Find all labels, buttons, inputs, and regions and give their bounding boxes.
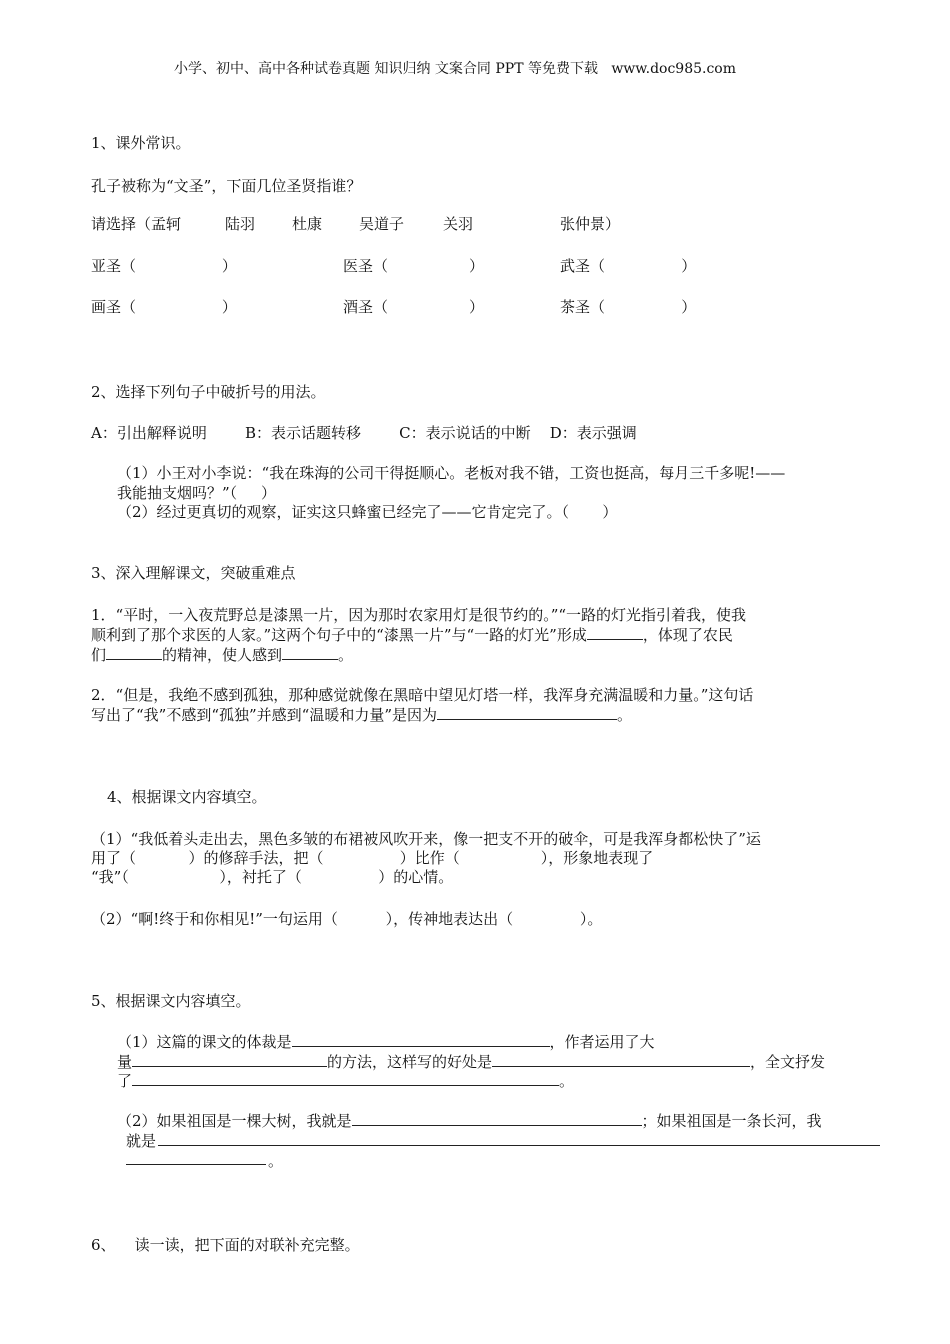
- q3-p2-line1: 2．“但是，我绝不感到孤独，那种感觉就像在黑暗中望见灯塔一样，我浑身充满温暖和力量。”这句话: [91, 686, 754, 704]
- q5-line2: 量 的方法，这样写的好处是 ，全文抒发: [117, 1053, 826, 1071]
- q5-blank-genre[interactable]: [292, 1033, 550, 1047]
- page-header: 小学、初中、高中各种试卷真题 知识归纳 文案合同 PPT 等免费下载 www.doc985.com: [174, 61, 737, 77]
- q3-title: 3、深入理解课文，突破重难点: [91, 564, 296, 582]
- q1-blank-chasheng[interactable]: 茶圣（ ）: [560, 298, 697, 316]
- q5-blank-method[interactable]: [132, 1053, 327, 1067]
- q3-blank-4[interactable]: [437, 706, 617, 720]
- q3-blank-1[interactable]: [587, 626, 643, 640]
- q1-blank-yasheng[interactable]: 亚圣（ ）: [91, 257, 237, 275]
- q1-choice-2: 陆羽: [225, 215, 256, 233]
- q1-blank-wusheng[interactable]: 武圣（ ）: [560, 257, 697, 275]
- q5-line1: （1）这篇的课文的体裁是 ，作者运用了大: [117, 1033, 655, 1051]
- q3-p2-line2: 写出了“我”不感到“孤独”并感到“温暖和力量”是因为 。: [91, 706, 633, 724]
- q5-blank-river-cont[interactable]: [126, 1164, 266, 1165]
- q4-line4[interactable]: （2）“啊!终于和你相见!”一句运用（ ），传神地表达出（ ）。: [91, 910, 603, 928]
- q2-options: A：引出解释说明 B：表示话题转移 C：表示说话的中断 D：表示强调: [91, 424, 637, 442]
- q1-blank-yisheng[interactable]: 医圣（ ）: [343, 257, 485, 275]
- q5-title: 5、根据课文内容填空。: [91, 992, 251, 1010]
- q4-line2[interactable]: 用了（ ）的修辞手法，把（ ）比作（ ），形象地表现了: [91, 849, 654, 867]
- q6-title: 6、 读一读，把下面的对联补充完整。: [91, 1236, 360, 1254]
- q4-title: 4、根据课文内容填空。: [107, 788, 267, 806]
- q2-sentence-1-cont[interactable]: 我能抽支烟吗？”（ ）: [117, 484, 277, 502]
- q5-line5: 就是: [126, 1132, 157, 1150]
- q5-blank-river[interactable]: [158, 1145, 880, 1146]
- q5-blank-benefit[interactable]: [492, 1053, 750, 1067]
- q5-blank-express[interactable]: [132, 1072, 559, 1086]
- q1-blank-huasheng[interactable]: 画圣（ ）: [91, 298, 237, 316]
- q2-sentence-1: （1）小王对小李说：“我在珠海的公司干得挺顺心。老板对我不错，工资也挺高，每月三千多呢!——: [117, 464, 786, 482]
- q4-line3[interactable]: “我”（ ），衬托了（ ）的心情。: [91, 868, 454, 886]
- q1-choice-3: 杜康: [292, 215, 323, 233]
- q3-blank-2[interactable]: [106, 646, 162, 660]
- q5-line3: 了 。: [117, 1072, 575, 1090]
- q3-p1-line2: 顺利到了那个求医的人家。”这两个句子中的“漆黑一片”与“一路的灯光”形成 ，体现了农民: [91, 626, 733, 644]
- q1-choice-1: 请选择（孟轲: [91, 215, 182, 233]
- q1-prompt: 孔子被称为“文圣”，下面几位圣贤指谁？: [91, 177, 362, 195]
- q1-choice-4: 吴道子: [359, 215, 405, 233]
- q3-p1-line1: 1．“平时，一入夜荒野总是漆黑一片，因为那时农家用灯是很节约的。”“一路的灯光指引着我，使我: [91, 606, 747, 624]
- q1-choice-5: 关羽: [443, 215, 474, 233]
- q1-choice-6: 张仲景）: [560, 215, 621, 233]
- q2-title: 2、选择下列句子中破折号的用法。: [91, 383, 326, 401]
- q3-p1-line3: 们 的精神，使人感到 。: [91, 646, 354, 664]
- q5-blank-tree[interactable]: [352, 1112, 642, 1126]
- q3-blank-3[interactable]: [282, 646, 338, 660]
- q4-line1: （1）“我低着头走出去，黑色多皱的布裙被风吹开来，像一把支不开的破伞，可是我浑身都松快了”运: [91, 830, 761, 848]
- q1-title: 1、课外常识。: [91, 134, 191, 152]
- q5-line4: （2）如果祖国是一棵大树，我就是 ；如果祖国是一条长河，我: [117, 1112, 822, 1130]
- q5-line6-end: 。: [268, 1152, 284, 1170]
- q1-blank-jiusheng[interactable]: 酒圣（ ）: [343, 298, 485, 316]
- q2-sentence-2[interactable]: （2）经过更真切的观察，证实这只蜂蜜已经完了——它肯定完了。（ ）: [117, 503, 618, 521]
